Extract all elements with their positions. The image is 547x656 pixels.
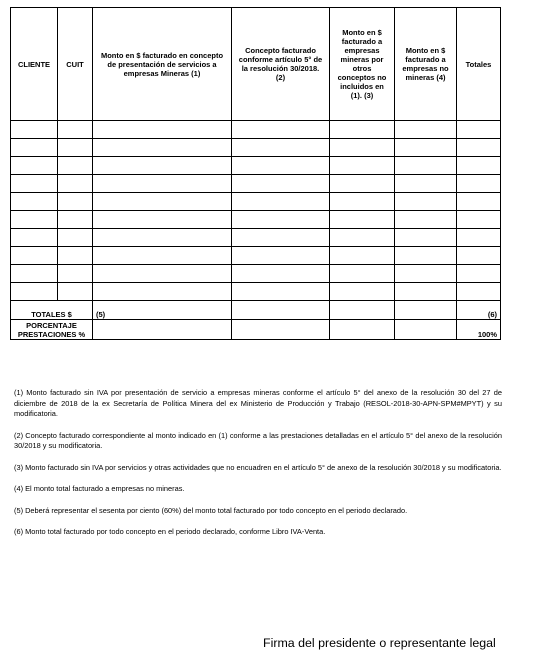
cell[interactable] <box>93 157 232 175</box>
totals-total: (6) <box>457 301 501 320</box>
cell[interactable] <box>232 139 330 157</box>
cell[interactable] <box>395 193 457 211</box>
cell[interactable] <box>232 301 330 320</box>
footnote: (1) Monto facturado sin IVA por presentación de servicio a empresas mineras conforme el artículo 5° del anexo de la resolución 30 del 27 de diciembre de 2018 de la ex Secretaría de Política Minera del ex Ministerio de Producción y Trabajo (RESOL-2018-30-APN-SPM#MPYT) y su modificatoria. <box>14 388 502 418</box>
cell[interactable] <box>457 247 501 265</box>
cell[interactable] <box>232 193 330 211</box>
cell[interactable] <box>395 175 457 193</box>
footnotes <box>14 388 502 549</box>
footnote: (6) Monto total facturado por todo concepto en el periodo declarado, conforme Libro IVA-Venta. <box>14 527 326 536</box>
percentage-total: 100% <box>457 320 501 340</box>
footnote: (3) Monto facturado sin IVA por servicios y otras actividades que no encuadren en el artículo 5° de anexo de la resolución 30/2018 y su modificatoria. <box>14 462 502 472</box>
cell[interactable] <box>11 175 58 193</box>
cell[interactable] <box>395 301 457 320</box>
totals-label: TOTALES $ <box>11 301 93 320</box>
cell[interactable] <box>58 247 93 265</box>
table-row <box>11 211 501 229</box>
cell[interactable] <box>232 175 330 193</box>
cell[interactable] <box>457 175 501 193</box>
cell[interactable] <box>457 229 501 247</box>
cell[interactable] <box>11 193 58 211</box>
cell[interactable] <box>93 283 232 301</box>
cell[interactable] <box>58 175 93 193</box>
header-cuit: CUIT <box>58 8 93 121</box>
cell[interactable] <box>395 121 457 139</box>
table-row <box>11 121 501 139</box>
cell[interactable] <box>330 175 395 193</box>
percentage-row <box>11 320 501 340</box>
cell[interactable] <box>330 139 395 157</box>
header-cliente: CLIENTE <box>11 8 58 121</box>
cell[interactable] <box>232 265 330 283</box>
cell[interactable] <box>457 193 501 211</box>
header-totales: Totales <box>457 8 501 121</box>
cell[interactable] <box>11 283 58 301</box>
cell[interactable] <box>395 283 457 301</box>
cell[interactable] <box>330 229 395 247</box>
cell[interactable] <box>93 229 232 247</box>
cell[interactable] <box>232 211 330 229</box>
table-row <box>11 283 501 301</box>
table-row <box>11 175 501 193</box>
billing-table <box>10 7 501 340</box>
table-row <box>11 157 501 175</box>
table-row <box>11 229 501 247</box>
cell[interactable] <box>232 229 330 247</box>
header-monto-no-mineras: Monto en $ facturado a empresas no mineras (4) <box>395 8 457 121</box>
cell[interactable] <box>11 121 58 139</box>
cell[interactable] <box>232 247 330 265</box>
cell[interactable] <box>330 320 395 340</box>
cell[interactable] <box>11 229 58 247</box>
cell[interactable] <box>232 283 330 301</box>
totals-row <box>11 301 501 320</box>
cell[interactable] <box>330 265 395 283</box>
table-row <box>11 139 501 157</box>
cell[interactable] <box>395 247 457 265</box>
footnote: (5) Deberá representar el sesenta por ciento (60%) del monto total facturado por todo concepto en el periodo declarado. <box>14 505 408 515</box>
cell[interactable] <box>93 247 232 265</box>
cell[interactable] <box>58 229 93 247</box>
table-row <box>11 247 501 265</box>
cell[interactable] <box>232 121 330 139</box>
cell[interactable] <box>11 157 58 175</box>
cell[interactable] <box>58 283 93 301</box>
cell[interactable] <box>330 211 395 229</box>
cell[interactable] <box>457 211 501 229</box>
footnote: (4) El monto total facturado a empresas no mineras. <box>14 484 185 493</box>
cell[interactable] <box>330 193 395 211</box>
cell[interactable] <box>395 229 457 247</box>
cell[interactable] <box>93 320 232 340</box>
cell[interactable] <box>93 211 232 229</box>
percentage-label: PORCENTAJE PRESTACIONES % <box>11 320 93 340</box>
cell[interactable] <box>457 157 501 175</box>
cell[interactable] <box>11 247 58 265</box>
cell[interactable] <box>11 139 58 157</box>
cell[interactable] <box>395 157 457 175</box>
cell[interactable] <box>395 139 457 157</box>
declaration-form <box>10 7 500 340</box>
cell[interactable] <box>58 139 93 157</box>
cell[interactable] <box>11 265 58 283</box>
cell[interactable] <box>232 157 330 175</box>
table-row <box>11 193 501 211</box>
cell[interactable] <box>58 157 93 175</box>
cell[interactable] <box>395 320 457 340</box>
table-row <box>11 265 501 283</box>
header-monto-mineras: Monto en $ facturado en concepto de presentación de servicios a empresas Mineras (1) <box>93 8 232 121</box>
cell[interactable] <box>93 265 232 283</box>
cell[interactable] <box>457 265 501 283</box>
cell[interactable] <box>93 139 232 157</box>
cell[interactable] <box>395 211 457 229</box>
cell[interactable] <box>330 157 395 175</box>
cell[interactable] <box>330 247 395 265</box>
cell[interactable] <box>395 265 457 283</box>
header-monto-otros: Monto en $ facturado a empresas mineras por otros conceptos no incluidos en (1). (3) <box>330 8 395 121</box>
cell[interactable] <box>58 211 93 229</box>
cell[interactable] <box>457 139 501 157</box>
cell[interactable] <box>330 121 395 139</box>
cell[interactable] <box>93 175 232 193</box>
cell[interactable] <box>58 121 93 139</box>
cell[interactable] <box>457 283 501 301</box>
cell[interactable] <box>330 301 395 320</box>
cell[interactable] <box>457 121 501 139</box>
cell[interactable] <box>232 320 330 340</box>
footnote: (2) Concepto facturado correspondiente al monto indicado en (1) conforme a las prestaciones detalladas en el artículo 5° del anexo de la resolución 30/2018 y su modificatoria. <box>14 430 502 450</box>
header-row <box>11 8 501 121</box>
header-concepto: Concepto facturado conforme artículo 5° de la resolución 30/2018. (2) <box>232 8 330 121</box>
totals-note: (5) <box>93 301 232 320</box>
cell[interactable] <box>58 265 93 283</box>
cell[interactable] <box>11 211 58 229</box>
cell[interactable] <box>93 193 232 211</box>
cell[interactable] <box>330 283 395 301</box>
signature-line: Firma del presidente o representante legal <box>263 636 496 650</box>
cell[interactable] <box>58 193 93 211</box>
cell[interactable] <box>93 121 232 139</box>
